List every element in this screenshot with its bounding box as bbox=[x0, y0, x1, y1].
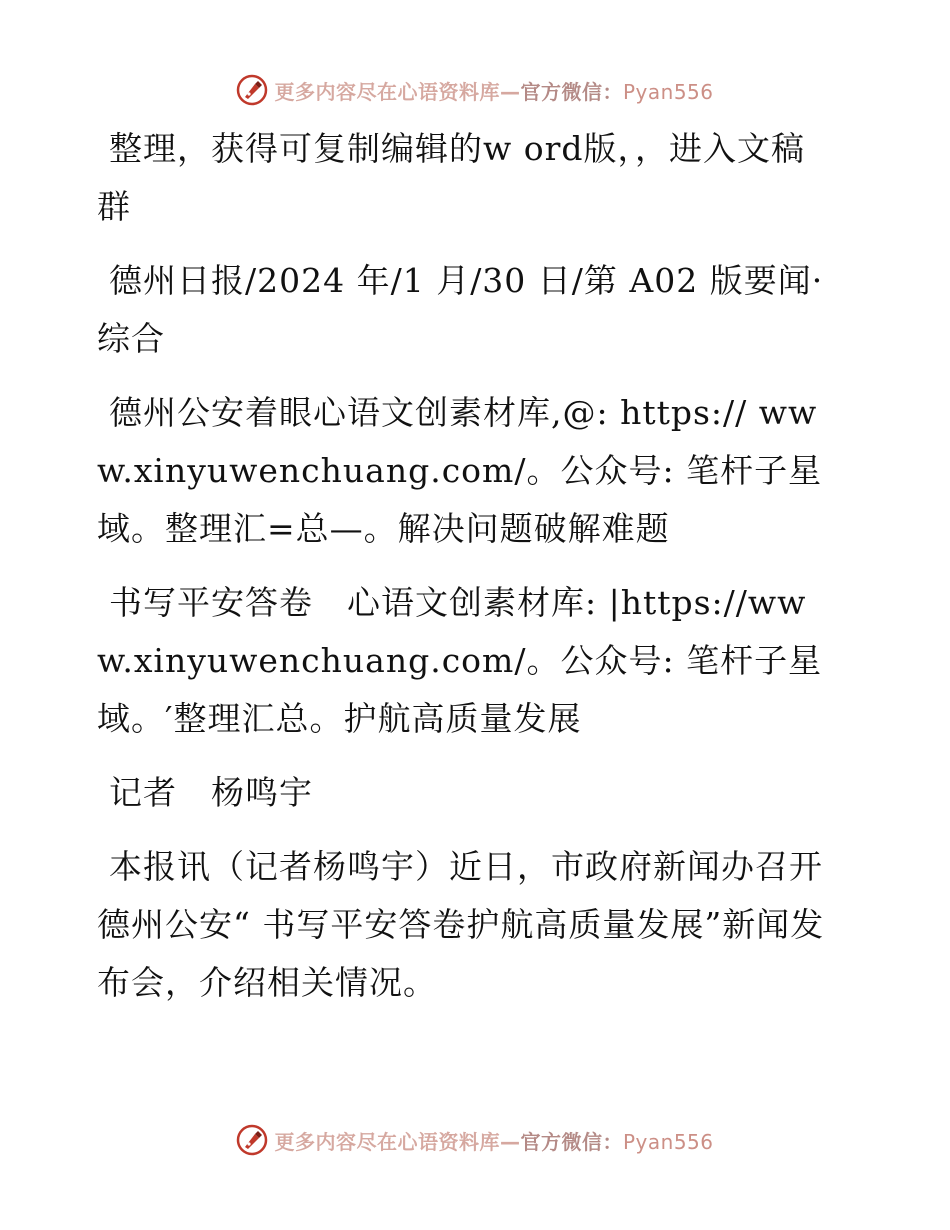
header-wechat-id: Pyan556 bbox=[622, 79, 714, 104]
article-paragraph-lead: 本报讯（记者杨鸣宇）近日，市政府新闻办召开德州公安“ 书写平安答卷护航高质量发展”新闻发布会，介绍相关情况。 bbox=[97, 847, 825, 1002]
article-paragraph-source: 德州日报/2024 年/1 月/30 日/第 A02 版要闻·综合 bbox=[97, 261, 824, 358]
footer-banner-text bbox=[274, 1126, 713, 1155]
header-banner bbox=[0, 70, 950, 110]
header-banner-text bbox=[274, 76, 713, 105]
header-wechat-label: 官方微信： bbox=[520, 79, 623, 104]
article-paragraph-headline-1: 德州公安着眼心语文创素材库,@: https:// www.xinyuwenchuang.com/。公众号: 笔杆子星域。整理汇=总—。解决问题破解难题 bbox=[97, 393, 823, 548]
footer-wechat-label: 官方微信： bbox=[520, 1129, 623, 1154]
pen-nib-logo-icon bbox=[236, 1124, 268, 1156]
article-body bbox=[97, 120, 837, 1028]
article-paragraph-headline-2: 书写平安答卷 心语文创素材库: |https://www.xinyuwenchuang.com/。公众号: 笔杆子星域。′整理汇总。护航高质量发展 bbox=[97, 583, 823, 738]
header-banner-slogan: 更多内容尽在心语资料库— bbox=[274, 79, 521, 104]
footer-wechat-id: Pyan556 bbox=[622, 1129, 714, 1154]
pen-nib-logo-icon bbox=[236, 74, 268, 106]
article-paragraph-note: 整理，获得可复制编辑的w ord版，，进入文稿群 bbox=[97, 129, 806, 226]
footer-banner bbox=[0, 1120, 950, 1160]
footer-banner-slogan: 更多内容尽在心语资料库— bbox=[274, 1129, 521, 1154]
article-paragraph-byline: 记者 杨鸣宇 bbox=[109, 773, 313, 812]
